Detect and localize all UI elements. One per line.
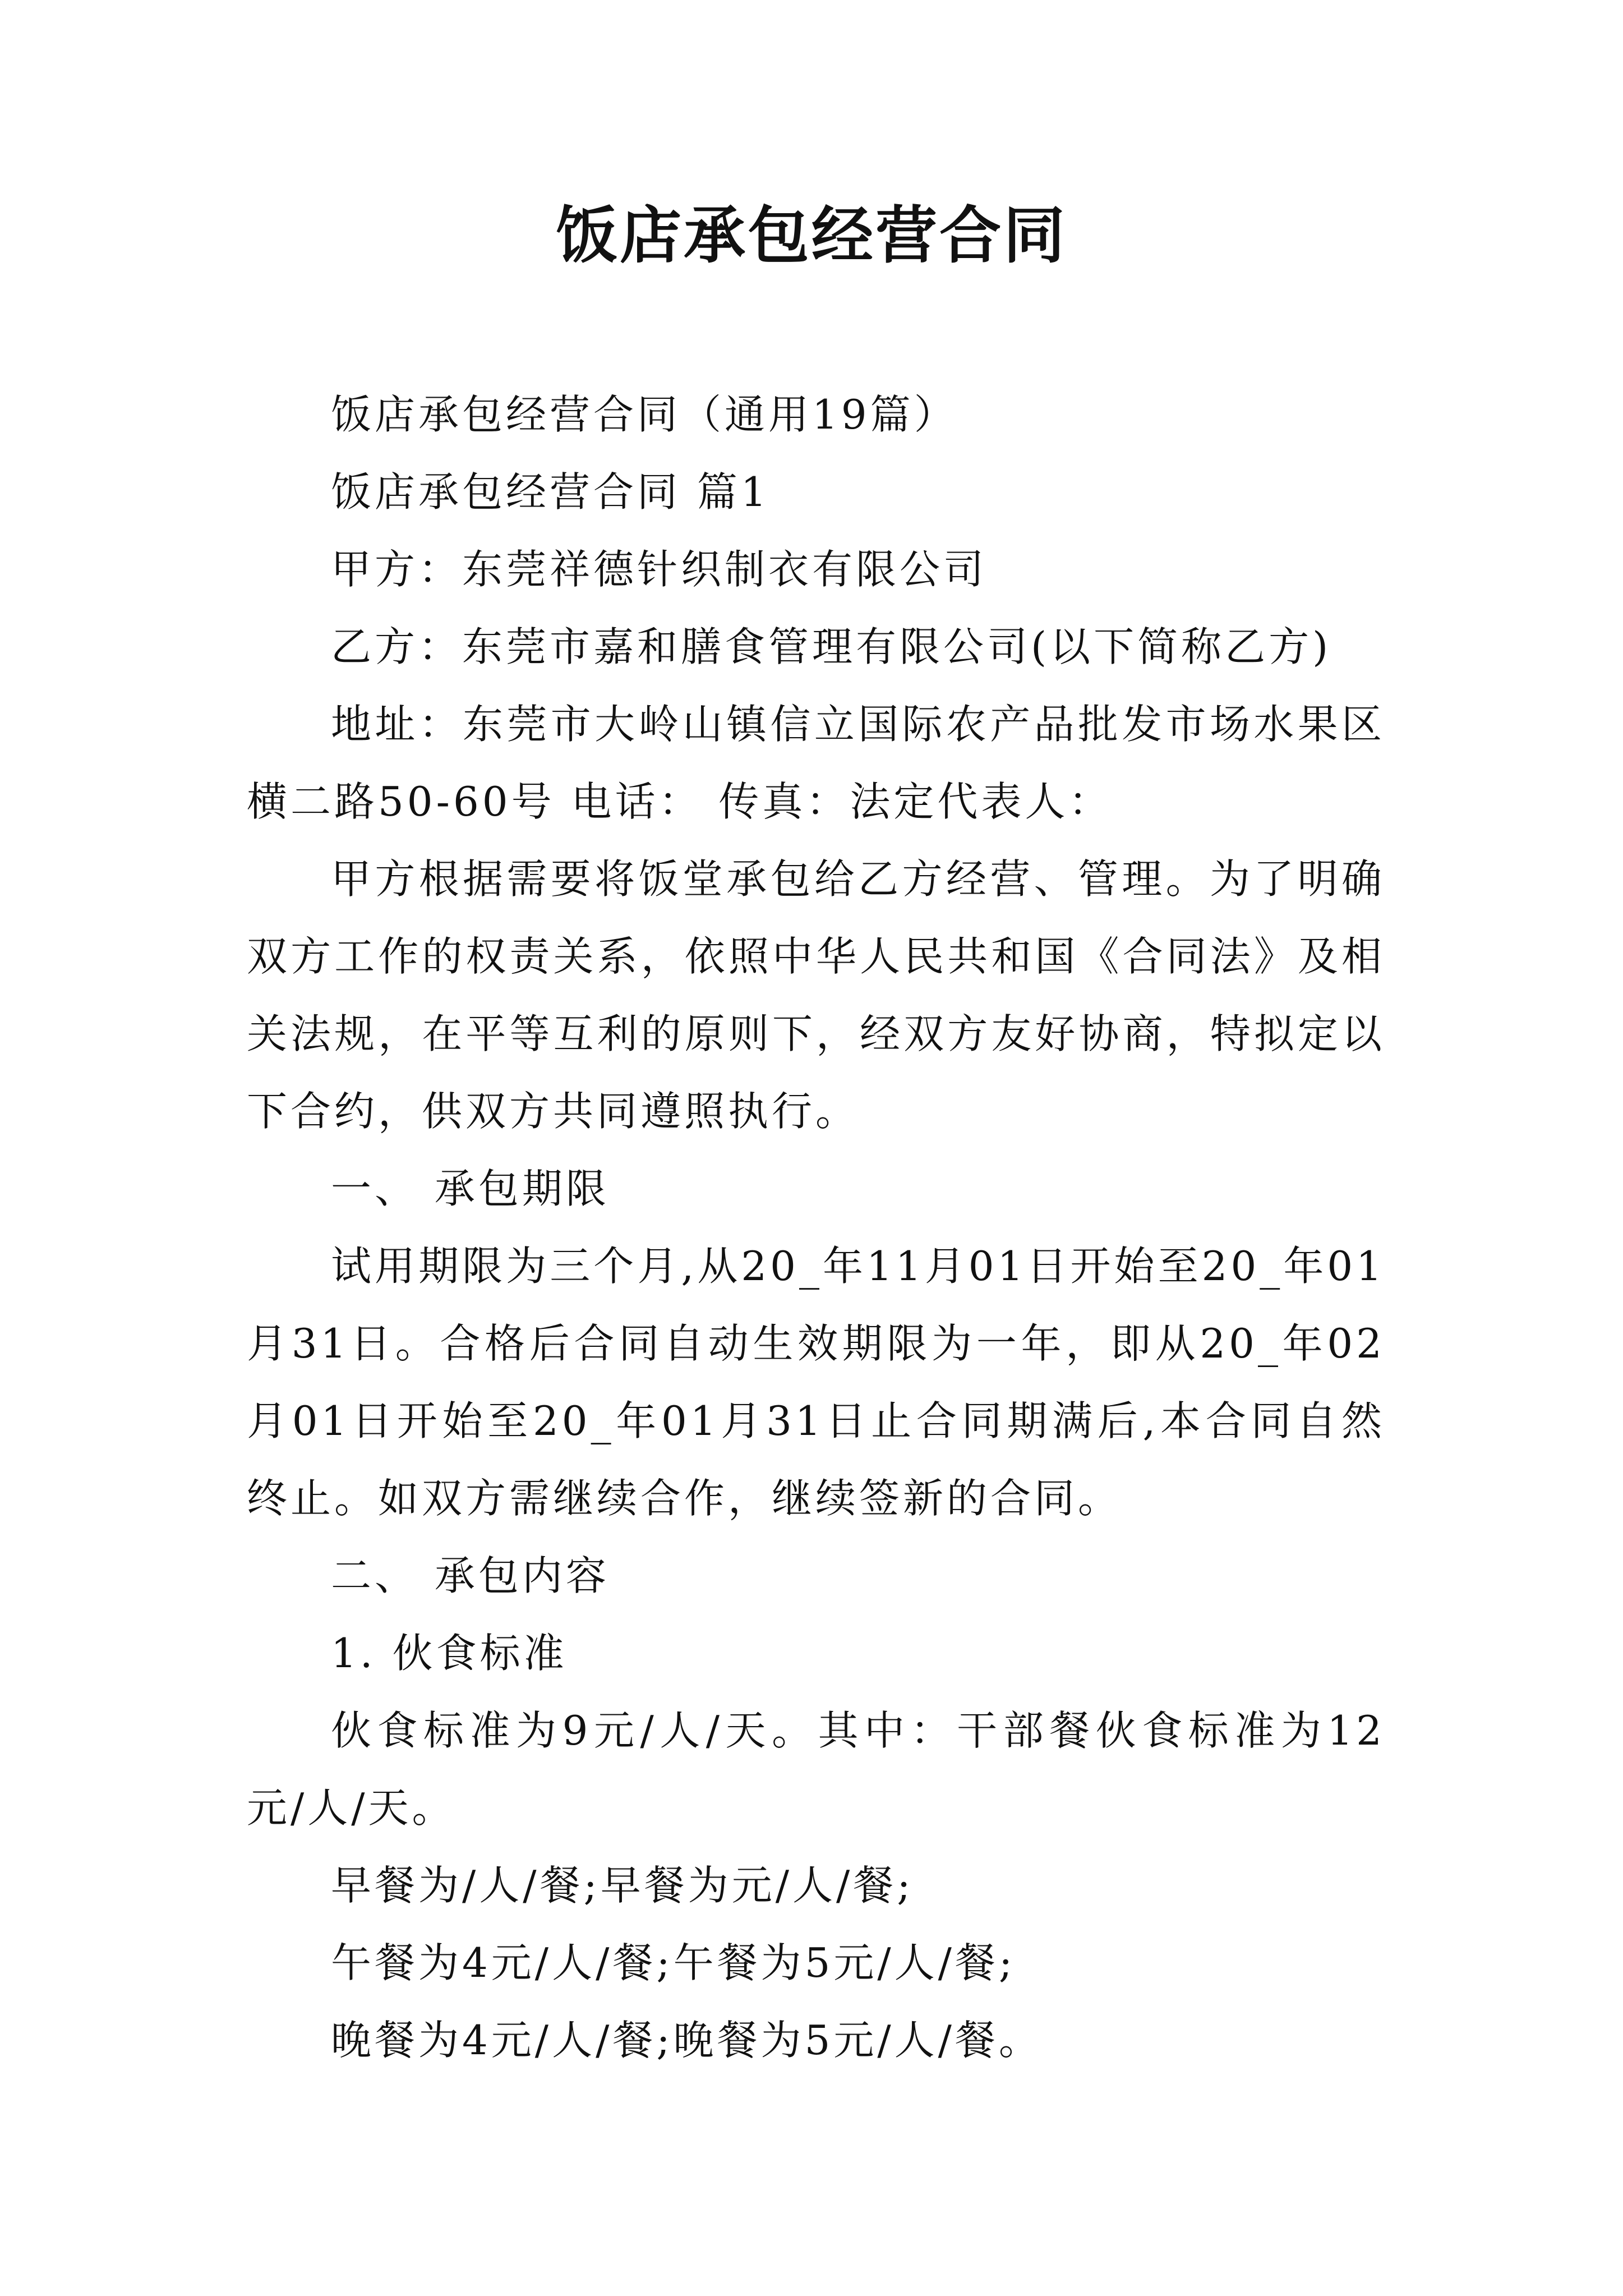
paragraph-lunch: 午餐为4元/人/餐;午餐为5元/人/餐; <box>331 1939 1016 1986</box>
paragraph-breakfast: 早餐为/人/餐;早餐为元/人/餐; <box>331 1862 914 1909</box>
paragraph-clause-2-heading: 二、 承包内容 <box>331 1552 610 1599</box>
paragraph-preamble: 甲方根据需要将饭堂承包给乙方经营、管理。为了明确双方工作的权责关系，依照中华人民共和国《合同法》及相关法规，在平等互利的原则下，经双方友好协商，特拟定以下合约，供双方共同遵照执行。 <box>247 855 1385 1135</box>
document-title: 饭店承包经营合同 <box>556 199 1067 272</box>
paragraph-term: 试用期限为三个月,从20_年11月01日开始至20_年01月31日。合格后合同自动生效期限为一年，即从20_年02月01日开始至20_年01月31日止合同期满后,本合同自然终止。如双方需继续合作，继续签新的合同。 <box>247 1243 1385 1522</box>
document-body <box>247 376 1385 2079</box>
paragraph-dinner: 晚餐为4元/人/餐;晚餐为5元/人/餐。 <box>331 2017 1043 2064</box>
paragraph-clause-1-heading: 一、 承包期限 <box>331 1165 610 1212</box>
paragraph-section-heading: 饭店承包经营合同 篇1 <box>331 468 770 516</box>
paragraph-party-b: 乙方：东莞市嘉和膳食管理有限公司(以下简称乙方) <box>331 623 1332 670</box>
paragraph-subtitle: 饭店承包经营合同（通用19篇） <box>331 391 958 438</box>
paragraph-meal-standard-heading: 1. 伙食标准 <box>331 1630 568 1677</box>
paragraph-address: 地址：东莞市大岭山镇信立国际农产品批发市场水果区横二路50-60号 电话： 传真：法定代表人： <box>247 701 1385 825</box>
paragraph-meal-standard: 伙食标准为9元/人/天。其中：干部餐伙食标准为12元/人/天。 <box>247 1707 1385 1832</box>
paragraph-party-a: 甲方：东莞祥德针织制衣有限公司 <box>331 546 988 593</box>
